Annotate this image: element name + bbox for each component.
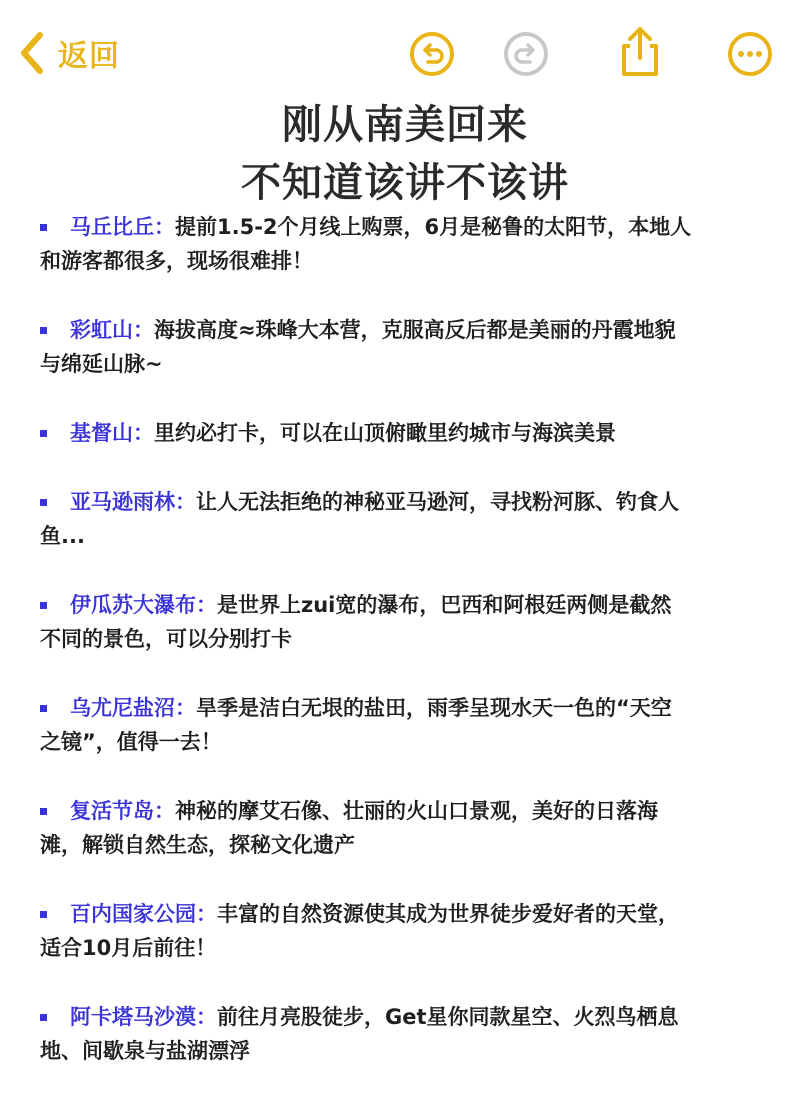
- list-item: [40, 210, 770, 278]
- item-name: 彩虹山：: [70, 318, 154, 342]
- list-item: [40, 416, 770, 450]
- list-item: [40, 897, 770, 965]
- list-item: [40, 1000, 770, 1068]
- more-button[interactable]: [726, 30, 774, 78]
- item-description: 海拔高度≈珠峰大本营，克服高反后都是美丽的丹霞地貌: [154, 318, 676, 342]
- undo-button[interactable]: [408, 30, 456, 78]
- list-item: [40, 691, 770, 759]
- bullet-icon: [40, 602, 47, 609]
- list-item: [40, 313, 770, 381]
- item-description: 神秘的摩艾石像、壮丽的火山口景观，美好的日落海: [175, 799, 658, 823]
- list-item: [40, 485, 770, 553]
- note-title: [0, 96, 810, 212]
- item-description: 前往月亮股徒步，Get星你同款星空、火烈鸟栖息: [217, 1005, 679, 1029]
- item-description: 让人无法拒绝的神秘亚马逊河，寻找粉河豚、钓食人: [196, 490, 679, 514]
- item-description-continued: 适合10月后前往！: [40, 936, 217, 960]
- list-item: [40, 588, 770, 656]
- title-line-1: 刚从南美回来: [282, 102, 528, 148]
- item-name: 亚马逊雨林：: [70, 490, 196, 514]
- bullet-icon: [40, 705, 47, 712]
- bullet-icon: [40, 327, 47, 334]
- item-description: 旱季是洁白无垠的盐田，雨季呈现水天一色的“天空: [196, 696, 672, 720]
- share-button[interactable]: [616, 26, 664, 74]
- destination-list: [40, 210, 770, 1103]
- redo-icon: [502, 30, 550, 78]
- item-description-continued: 地、间歇泉与盐湖漂浮: [40, 1039, 250, 1063]
- item-description: 丰富的自然资源使其成为世界徒步爱好者的天堂，: [217, 902, 679, 926]
- item-name: 复活节岛：: [70, 799, 175, 823]
- item-description-continued: 不同的景色，可以分别打卡: [40, 627, 292, 651]
- bullet-icon: [40, 911, 47, 918]
- item-description: 提前1.5-2个月线上购票，6月是秘鲁的太阳节，本地人: [175, 215, 692, 239]
- item-description-continued: 滩，解锁自然生态，探秘文化遗产: [40, 833, 355, 857]
- back-button[interactable]: [18, 30, 120, 76]
- back-label: 返回: [58, 39, 120, 74]
- chevron-left-icon: [18, 31, 44, 75]
- item-name: 阿卡塔马沙漠：: [70, 1005, 217, 1029]
- item-description: 里约必打卡，可以在山顶俯瞰里约城市与海滨美景: [154, 421, 616, 445]
- item-name: 基督山：: [70, 421, 154, 445]
- item-description-continued: 之镜”，值得一去！: [40, 730, 222, 754]
- bullet-icon: [40, 224, 47, 231]
- list-item: [40, 794, 770, 862]
- item-name: 百内国家公园：: [70, 902, 217, 926]
- bullet-icon: [40, 808, 47, 815]
- top-toolbar: [0, 0, 810, 100]
- title-line-2: 不知道该讲不该讲: [241, 160, 569, 206]
- item-description: 是世界上zui宽的瀑布，巴西和阿根廷两侧是截然: [217, 593, 672, 617]
- bullet-icon: [40, 1014, 47, 1021]
- share-icon: [616, 26, 664, 78]
- more-icon: [726, 30, 774, 78]
- item-name: 马丘比丘：: [70, 215, 175, 239]
- item-name: 乌尤尼盐沼：: [70, 696, 196, 720]
- item-description-continued: 与绵延山脉~: [40, 352, 163, 376]
- bullet-icon: [40, 499, 47, 506]
- item-description-continued: 和游客都很多，现场很难排！: [40, 249, 313, 273]
- redo-button[interactable]: [502, 30, 550, 78]
- item-name: 伊瓜苏大瀑布：: [70, 593, 217, 617]
- undo-icon: [408, 30, 456, 78]
- item-description-continued: 鱼...: [40, 524, 85, 548]
- bullet-icon: [40, 430, 47, 437]
